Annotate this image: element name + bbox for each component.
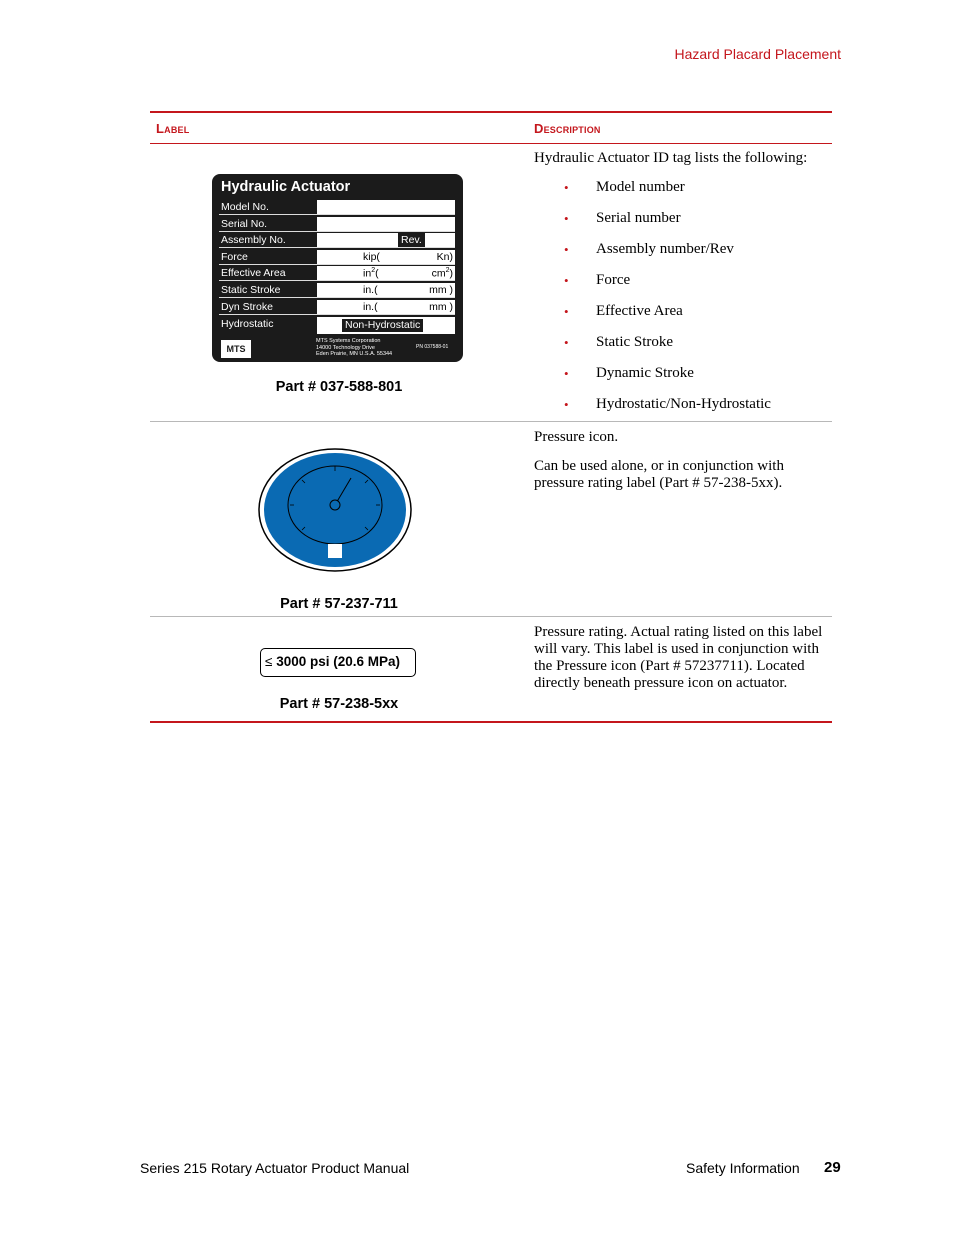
pressure-gauge-icon [258, 448, 412, 572]
label-cell [150, 617, 528, 721]
description-text: Pressure icon. [534, 429, 619, 445]
table-bottom-rule [150, 721, 832, 723]
tag-row-force: Force kip( Kn) [221, 251, 453, 263]
label-cell [150, 422, 528, 616]
field-list [534, 179, 832, 427]
list-item: • Assembly number/Rev [564, 241, 734, 257]
part-number: Part # 037-588-801 [275, 379, 403, 395]
table-row [150, 617, 832, 721]
tag-row-static-stroke: Static Stroke in.( mm ) [221, 284, 453, 296]
list-item: • Hydrostatic/Non-Hydrostatic [564, 396, 771, 412]
tag-row-hydrostatic: Hydrostatic Non-Hydrostatic [219, 317, 455, 334]
list-item: • Force [564, 272, 631, 288]
description-cell [528, 144, 832, 421]
tag-row-model: Model No. [219, 200, 455, 215]
description-cell [528, 422, 832, 616]
part-number: Part # 57-237-711 [280, 596, 398, 612]
tag-row-serial: Serial No. [219, 217, 455, 232]
col-header-label: Label [156, 120, 190, 136]
tag-row-assembly: Assembly No. Rev. [219, 233, 455, 248]
list-item: • Static Stroke [564, 334, 674, 350]
hydraulic-actuator-id-tag [212, 174, 463, 362]
description-cell [528, 617, 832, 721]
mts-logo: MTS [221, 340, 251, 358]
running-header: Hazard Placard Placement [674, 46, 841, 62]
non-hydrostatic-tag: Non-Hydrostatic [342, 319, 423, 332]
footer-section: Safety Information [686, 1160, 800, 1176]
list-item: • Effective Area [564, 303, 683, 319]
tag-part-number: PN 037588-01 [416, 344, 449, 350]
page-number: 29 [824, 1159, 841, 1176]
table-row [150, 144, 832, 421]
tag-title: Hydraulic Actuator [221, 179, 351, 195]
description-text: Pressure rating. Actual rating listed on this label will vary. This label is used in conjunction with the Pressure icon (Part # 57237711). Located directly beneath pressure icon on actuator. [534, 624, 823, 691]
part-number: Part # 57-238-5xx [279, 696, 399, 712]
table-header [150, 113, 832, 143]
rev-tag: Rev. [398, 233, 425, 247]
description-intro: Hydraulic Actuator ID tag lists the following: [534, 150, 808, 166]
list-item: • Serial number [564, 210, 681, 226]
footer-manual-title: Series 215 Rotary Actuator Product Manual [140, 1160, 410, 1176]
pressure-rating-label: ≤ 3000 psi (20.6 MPa) [260, 648, 416, 677]
table-row [150, 422, 832, 616]
label-cell [150, 144, 528, 421]
tag-address: MTS Systems Corporation 14000 Technology Drive Eden Prairie, MN U.S.A. 55344 [316, 338, 393, 357]
label-table [150, 111, 832, 723]
tag-row-dyn-stroke: Dyn Stroke in.( mm ) [221, 301, 453, 313]
col-header-description: Description [534, 120, 601, 136]
list-item: • Model number [564, 179, 685, 195]
description-text: Can be used alone, or in conjunction with pressure rating label (Part # 57-238-5xx). [534, 458, 784, 491]
list-item: • Dynamic Stroke [564, 365, 694, 381]
tag-row-area: Effective Area $in^2$( $cm^2$) [221, 267, 453, 280]
